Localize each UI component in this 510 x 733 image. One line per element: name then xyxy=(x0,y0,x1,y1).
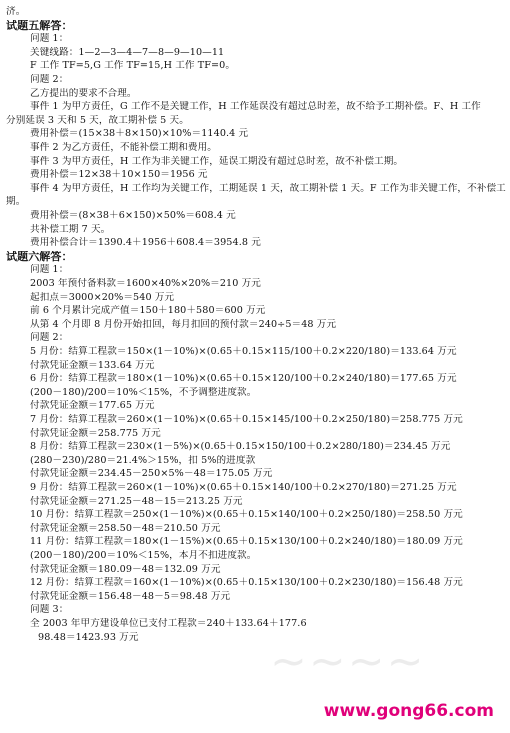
text-line: 共补偿工期 7 天。 xyxy=(30,223,111,235)
text-line: 起扣点＝3000×20%＝540 万元 xyxy=(30,291,175,303)
text-line: 分别延误 3 天和 5 天，故工期补偿 5 天。 xyxy=(6,114,189,126)
text-line: 事件 2 为乙方责任，不能补偿工期和费用。 xyxy=(30,142,217,153)
text-line: 7 月份：结算工程款＝260×(1－10%)×(0.65＋0.15×145/100＋0.2×250/180)＝258.775 万元 xyxy=(30,414,463,425)
text-line: 费用补偿合计＝1390.4＋1956＋608.4＝3954.8 元 xyxy=(30,237,261,249)
text-line: 乙方提出的要求不合理。 xyxy=(30,87,137,99)
text-line: (280－230)/280＝21.4%＞15%，扣 5%的进度款 xyxy=(30,454,256,466)
text-line: 试题五解答： xyxy=(6,19,73,32)
text-line: 试题六解答： xyxy=(6,250,73,263)
text-line: 6 月份：结算工程款＝180×(1－10%)×(0.65＋0.15×120/100＋0.2×240/180)＝177.65 万元 xyxy=(30,373,457,385)
watermark-background: ~~~~ xyxy=(270,636,426,687)
text-line: (200－180)/200＝10%＜15%，不予调整进度款。 xyxy=(30,386,257,398)
text-line: 10 月份：结算工程款＝250×(1－10%)×(0.65＋0.15×140/100＋0.2×250/180)＝258.50 万元 xyxy=(30,509,463,521)
text-line: 付款凭证金额＝177.65 万元 xyxy=(30,400,155,412)
text-line: 问题 1： xyxy=(30,264,69,276)
text-line: 付款凭证金额＝258.50－48＝210.50 万元 xyxy=(30,522,221,534)
text-line: 98.48＝1423.93 万元 xyxy=(38,631,139,643)
text-line: 12 月份：结算工程款＝160×(1－10%)×(0.65＋0.15×130/100＋0.2×230/180)＝156.48 万元 xyxy=(30,577,463,589)
text-line: 付款凭证金额＝133.64 万元 xyxy=(30,359,155,371)
site-watermark: www.gong66.com xyxy=(323,701,494,721)
text-line: 全 2003 年甲方建设单位已支付工程款＝240＋133.64＋177.6 xyxy=(30,618,307,629)
text-line: 事件 4 为甲方责任，H 工作均为关键工作，工期延误 1 天，故工期补偿 1 天。F 工作为非关键工作，不补偿工 xyxy=(30,182,506,194)
text-line: 问题 2： xyxy=(30,74,69,85)
text-line: 付款凭证金额＝180.09－48＝132.09 万元 xyxy=(30,563,221,575)
text-line: 付款凭证金额＝258.775 万元 xyxy=(30,427,161,439)
text-line: 费用补偿＝(8×38＋6×150)×50%＝608.4 元 xyxy=(30,210,236,221)
text-line: 关键线路：1—2—3—4—7—8—9—10—11 xyxy=(30,46,225,58)
text-line: 问题 1： xyxy=(30,33,69,45)
text-line: 9 月份：结算工程款＝260×(1－10%)×(0.65＋0.15×140/100＋0.2×270/180)＝271.25 万元 xyxy=(30,482,457,493)
text-line: 费用补偿＝(15×38＋8×150)×10%＝1140.4 元 xyxy=(30,128,249,140)
text-line: 问题 2： xyxy=(30,332,69,344)
text-line: 问题 3： xyxy=(30,604,69,616)
text-line: 5 月份：结算工程款＝150×(1－10%)×(0.65＋0.15×115/100＋0.2×220/180)＝133.64 万元 xyxy=(30,346,457,357)
text-line: 费用补偿＝12×38＋10×150＝1956 元 xyxy=(30,169,208,181)
text-line: 8 月份：结算工程款＝230×(1－5%)×(0.65＋0.15×150/100＋0.2×280/180)＝234.45 万元 xyxy=(30,441,451,453)
text-line: 从第 4 个月即 8 月份开始扣回，每月扣回的预付款＝240÷5＝48 万元 xyxy=(30,318,337,330)
text-line: 事件 1 为甲方责任，G 工作不是关键工作，H 工作延误没有超过总时差，故不给予工期补偿。F、H 工作 xyxy=(30,101,481,113)
text-line: 2003 年预付备料款＝1600×40%×20%＝210 万元 xyxy=(30,278,262,289)
text-line: 前 6 个月累计完成产值＝150＋180＋580＝600 万元 xyxy=(30,305,266,317)
text-line: 事件 3 为甲方责任，H 工作为非关键工作，延误工期没有超过总时差，故不补偿工期。 xyxy=(30,155,404,167)
text-line: 11 月份：结算工程款＝180×(1－15%)×(0.65＋0.15×130/100＋0.2×240/180)＝180.09 万元 xyxy=(30,536,463,548)
text-line: (200－180)/200＝10%＜15%，本月不扣进度款。 xyxy=(30,550,257,561)
text-line: F 工作 TF=5,G 工作 TF=15,H 工作 TF=0。 xyxy=(30,60,236,72)
text-line: 济。 xyxy=(6,6,26,17)
text-line: 付款凭证金额＝234.45－250×5%－48＝175.05 万元 xyxy=(30,468,273,480)
text-line: 付款凭证金额＝271.25－48－15＝213.25 万元 xyxy=(30,495,243,507)
text-line: 付款凭证金额＝156.48－48－5＝98.48 万元 xyxy=(30,590,231,602)
text-line: 期。 xyxy=(6,196,26,208)
